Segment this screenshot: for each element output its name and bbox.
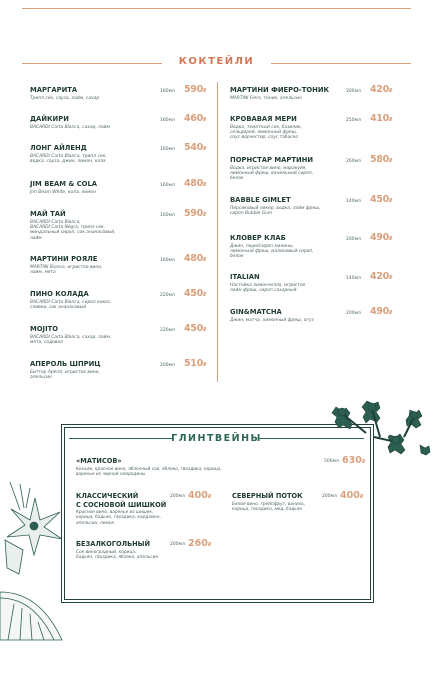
item-volume: 160мл bbox=[160, 258, 175, 263]
description-line: Сок виноградный, корица, bbox=[76, 549, 137, 555]
menu-item bbox=[30, 360, 220, 380]
item-volume: 140мл bbox=[346, 276, 361, 281]
item-price bbox=[184, 178, 206, 189]
currency-symbol: ₽ bbox=[202, 117, 207, 123]
mulled-item bbox=[76, 490, 212, 526]
price-value: 400 bbox=[340, 490, 360, 501]
price-value: 490 bbox=[370, 232, 389, 243]
item-volume: 500мл bbox=[324, 459, 339, 464]
item-name bbox=[76, 540, 158, 549]
item-volume: 160мл bbox=[160, 147, 175, 152]
item-volume: 220мл bbox=[160, 328, 175, 333]
item-name: МАЙ ТАЙ bbox=[30, 210, 66, 218]
item-volume: 200мл bbox=[346, 237, 361, 242]
item-price bbox=[370, 84, 392, 95]
item-name: КЛОВЕР КЛАБ bbox=[230, 234, 286, 242]
item-volume: 260мл bbox=[346, 159, 361, 164]
name-line: «МАТИСОВ» bbox=[76, 457, 122, 465]
item-volume: 160мл bbox=[160, 183, 175, 188]
description-line: лимонный фреш, ванильный сироп, bbox=[230, 170, 314, 176]
item-name bbox=[232, 492, 305, 501]
item-description bbox=[230, 283, 420, 294]
description-line: бадьян, гвоздика, яблоко, апельсин bbox=[76, 554, 159, 560]
currency-symbol: ₽ bbox=[202, 146, 207, 152]
item-volume: 160мл bbox=[160, 89, 175, 94]
description-line: лимонный фреш, малиновый сироп, bbox=[230, 248, 314, 254]
item-price bbox=[370, 306, 392, 317]
item-volume: 200мл bbox=[322, 494, 337, 499]
menu-item bbox=[30, 86, 220, 101]
top-divider bbox=[22, 8, 411, 9]
item-price bbox=[184, 323, 206, 334]
description-line: белок bbox=[230, 176, 244, 182]
item-name: ПИНО КОЛАДА bbox=[30, 290, 89, 298]
cocktails-title: КОКТЕЙЛИ bbox=[178, 56, 255, 67]
description-line: Трипл сек, сауза, лайм, сахар bbox=[30, 95, 100, 101]
item-description bbox=[30, 300, 220, 311]
menu-item bbox=[30, 255, 220, 275]
price-value: 420 bbox=[370, 271, 389, 282]
price-value: 260 bbox=[188, 538, 208, 549]
description-line: лайм bbox=[30, 235, 42, 241]
item-name: ДАЙКИРИ bbox=[30, 115, 69, 123]
currency-symbol: ₽ bbox=[388, 236, 393, 242]
description-line: водка, сауза, джин, лимон, кола bbox=[30, 158, 106, 164]
description-line: белок bbox=[230, 254, 244, 260]
item-description bbox=[76, 550, 158, 561]
price-value: 540 bbox=[184, 142, 203, 153]
price-value: 400 bbox=[188, 490, 208, 501]
item-description bbox=[30, 370, 220, 381]
description-line: Водка, томатный сок, базилик, bbox=[230, 124, 303, 130]
mulled-item bbox=[76, 538, 212, 560]
item-price bbox=[188, 538, 211, 549]
menu-item bbox=[230, 115, 420, 141]
description-line: BACARDI Carta Blanca, сироп кокос, bbox=[30, 299, 112, 305]
currency-symbol: ₽ bbox=[388, 117, 393, 123]
description-line: MARTINI Fiero, тоник, апельсин bbox=[230, 95, 302, 101]
item-description bbox=[230, 125, 420, 141]
description-line: Водка, игристое вино, маракуйя, bbox=[230, 165, 307, 171]
item-volume: 250мл bbox=[346, 118, 361, 123]
item-name bbox=[76, 457, 222, 466]
description-line: сельдерей, лимонный фреш, bbox=[230, 129, 298, 135]
item-price bbox=[370, 271, 392, 282]
currency-symbol: ₽ bbox=[202, 182, 207, 188]
item-volume: 160мл bbox=[160, 213, 175, 218]
description-line: мята, содовая bbox=[30, 339, 63, 345]
currency-symbol: ₽ bbox=[361, 459, 366, 465]
item-name: МАРТИНИ ФИЕРО-ТОНИК bbox=[230, 86, 330, 94]
item-name bbox=[76, 492, 166, 509]
menu-item bbox=[230, 86, 420, 101]
clove-illustration bbox=[322, 395, 432, 470]
name-line: СЕВЕРНЫЙ ПОТОК bbox=[232, 492, 303, 500]
item-name: ПОРНСТАР МАРТИНИ bbox=[230, 156, 314, 164]
description-line: BACARDI Carta Blanca, bbox=[30, 219, 81, 225]
price-value: 460 bbox=[184, 113, 203, 124]
price-value: 480 bbox=[184, 178, 203, 189]
item-description bbox=[230, 318, 420, 323]
description-line: корица, бадьян, гвоздика, кардамон, bbox=[76, 515, 161, 521]
description-line: BACARDI Carta Blanca, сахар, лайм bbox=[30, 124, 110, 130]
item-description bbox=[76, 510, 166, 526]
description-line: BACARDI Carta Blanca, сахар, лайм, bbox=[30, 334, 112, 340]
description-line: Jim Beam White, кола, лимон bbox=[30, 189, 96, 195]
item-description bbox=[230, 244, 420, 260]
item-price bbox=[370, 113, 392, 124]
item-description bbox=[30, 335, 220, 346]
price-value: 410 bbox=[370, 113, 389, 124]
description-line: сироп Bubble Gum bbox=[230, 210, 273, 216]
item-name: JIM BEAM & COLA bbox=[30, 180, 98, 188]
price-value: 580 bbox=[370, 154, 389, 165]
name-line: КЛАССИЧЕСКИЙ bbox=[76, 492, 139, 500]
description-line: Красное вино, варенье из шишек, bbox=[76, 510, 154, 515]
star-anise-illustration bbox=[0, 480, 70, 580]
description-line: миндальный сироп, сок ананасовый, bbox=[30, 230, 116, 236]
item-volume: 200мл bbox=[160, 363, 175, 368]
description-line: Биттер Aperol, игристое вино, bbox=[30, 369, 100, 375]
price-value: 450 bbox=[184, 288, 203, 299]
item-name: MOJITO bbox=[30, 325, 59, 333]
item-name: ЛОНГ АЙЛЕНД bbox=[30, 144, 87, 152]
item-name: GIN&MATCHA bbox=[230, 308, 282, 316]
price-value: 450 bbox=[370, 194, 389, 205]
item-description bbox=[232, 502, 305, 513]
item-price bbox=[188, 490, 211, 501]
menu-item bbox=[30, 144, 220, 164]
description-line: сливки, сок ананасовый bbox=[30, 304, 86, 310]
name-line: С СОСНОВОЙ ШИШКОЙ bbox=[76, 500, 167, 509]
mulled-item bbox=[76, 455, 366, 477]
item-price bbox=[370, 232, 392, 243]
menu-item bbox=[30, 290, 220, 310]
item-name: АПЕРОЛЬ ШПРИЦ bbox=[30, 360, 101, 368]
item-volume: 220мл bbox=[160, 293, 175, 298]
mulled-wine-title: ГЛИНТВЕЙНЫ bbox=[171, 433, 262, 444]
price-value: 420 bbox=[370, 84, 389, 95]
description-line: лайм, мята bbox=[30, 269, 56, 275]
item-volume: 200мл bbox=[170, 542, 185, 547]
description-line: Джин, матча, лимонный фреш, огуз bbox=[230, 317, 314, 323]
menu-item bbox=[30, 115, 220, 130]
item-description bbox=[30, 265, 220, 276]
currency-symbol: ₽ bbox=[388, 198, 393, 204]
currency-symbol: ₽ bbox=[388, 275, 393, 281]
item-price bbox=[184, 142, 206, 153]
item-description bbox=[230, 206, 420, 217]
item-price bbox=[340, 490, 363, 501]
item-description bbox=[30, 154, 220, 165]
item-price bbox=[184, 113, 206, 124]
price-value: 590 bbox=[184, 84, 203, 95]
description-line: апельсин, лимон bbox=[76, 520, 115, 526]
item-volume: 160мл bbox=[160, 118, 175, 123]
name-line: БЕЗАЛКОГОЛЬНЫЙ bbox=[76, 540, 150, 548]
price-value: 590 bbox=[184, 208, 203, 219]
currency-symbol: ₽ bbox=[359, 494, 364, 500]
menu-item bbox=[30, 210, 220, 241]
description-line: Джин, пюре/сироп малины, bbox=[230, 243, 294, 249]
item-volume: 200мл bbox=[170, 494, 185, 499]
price-value: 450 bbox=[184, 323, 203, 334]
description-line: BACARDI Carta Negra, трипл сек, bbox=[30, 224, 106, 230]
item-price bbox=[184, 84, 206, 95]
description-line: лайм фреш, сироп сахарный bbox=[230, 287, 297, 293]
item-name: МАРТИНИ РОЯЛЕ bbox=[30, 255, 98, 263]
description-line: апельсин bbox=[30, 374, 52, 380]
mulled-item bbox=[232, 490, 364, 512]
item-name: КРОВАВАЯ МЕРИ bbox=[230, 115, 297, 123]
item-price bbox=[370, 154, 392, 165]
item-name: МАРГАРИТА bbox=[30, 86, 78, 94]
item-description bbox=[30, 190, 220, 195]
menu-item bbox=[230, 234, 420, 260]
item-description bbox=[76, 467, 222, 478]
currency-symbol: ₽ bbox=[202, 257, 207, 263]
price-value: 480 bbox=[184, 253, 203, 264]
item-name: ITALIAN bbox=[230, 273, 260, 281]
menu-item bbox=[230, 156, 420, 182]
currency-symbol: ₽ bbox=[388, 310, 393, 316]
description-line: Персиковый ликер, водка, лайм фреш, bbox=[230, 205, 321, 211]
item-description bbox=[230, 96, 420, 101]
menu-item bbox=[230, 273, 420, 293]
currency-symbol: ₽ bbox=[207, 494, 212, 500]
item-price bbox=[370, 194, 392, 205]
item-price bbox=[184, 358, 206, 369]
menu-item bbox=[30, 180, 220, 195]
item-price bbox=[184, 253, 206, 264]
item-description bbox=[30, 220, 220, 242]
description-line: варенье из черной смородины bbox=[76, 471, 146, 477]
currency-symbol: ₽ bbox=[202, 327, 207, 333]
item-volume: 200мл bbox=[346, 89, 361, 94]
item-price bbox=[184, 208, 206, 219]
item-volume: 140мл bbox=[346, 199, 361, 204]
description-line: BACARDI Carta Blanca, трипл сек, bbox=[30, 153, 107, 159]
price-value: 490 bbox=[370, 306, 389, 317]
item-description bbox=[30, 96, 220, 101]
description-line: MARTINI Bianco, игристое вино, bbox=[30, 264, 103, 270]
description-line: Белое вино, грейпфрут, ваниль, bbox=[232, 501, 306, 507]
price-value: 510 bbox=[184, 358, 203, 369]
currency-symbol: ₽ bbox=[388, 158, 393, 164]
item-description bbox=[230, 166, 420, 182]
description-line: соус ворчестер, соус табаско bbox=[230, 135, 299, 141]
currency-symbol: ₽ bbox=[202, 292, 207, 298]
item-description bbox=[30, 125, 220, 130]
menu-item bbox=[230, 308, 420, 323]
currency-symbol: ₽ bbox=[202, 362, 207, 368]
item-price bbox=[184, 288, 206, 299]
currency-symbol: ₽ bbox=[202, 88, 207, 94]
orange-slice-illustration bbox=[0, 582, 75, 647]
item-name: BABBLE GIMLET bbox=[230, 196, 291, 204]
description-line: Коньяк, красное вино, яблочный сок, яблоко, гвоздика, корица, bbox=[76, 466, 222, 472]
price-value: 630 bbox=[342, 455, 362, 466]
menu-item bbox=[30, 325, 220, 345]
description-line: Настойка лимончелло, игристое bbox=[230, 282, 306, 288]
description-line: корица, гвоздика, мед, бадьян bbox=[232, 506, 303, 512]
item-volume: 200мл bbox=[346, 311, 361, 316]
currency-symbol: ₽ bbox=[207, 542, 212, 548]
menu-item bbox=[230, 196, 420, 216]
currency-symbol: ₽ bbox=[388, 88, 393, 94]
currency-symbol: ₽ bbox=[202, 212, 207, 218]
